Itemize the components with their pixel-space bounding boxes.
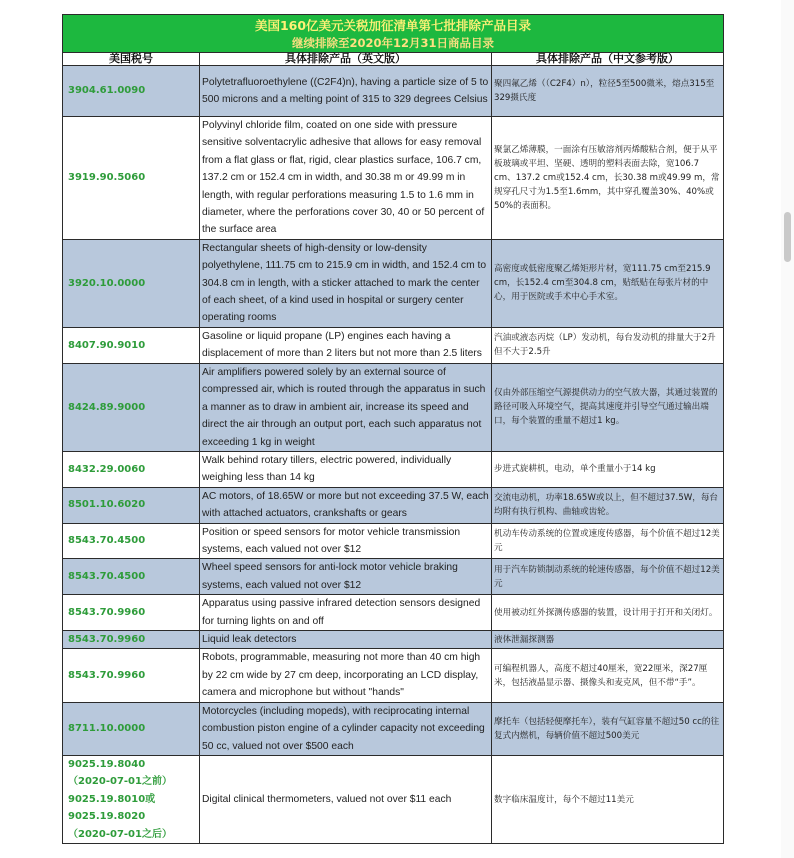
english-description-cell: Digital clinical thermometers, valued not over $11 each — [200, 755, 492, 844]
english-description-cell: Walk behind rotary tillers, electric powered, individually weighing less than 14 kg — [200, 451, 492, 487]
title-line-2: 继续排除至2020年12月31日商品目录 — [292, 35, 495, 50]
english-description-cell: Motorcycles (including mopeds), with reciprocating internal combustion piston engine of a cylinder capacity not exceeding 50 cc, valued not over $500 each — [200, 702, 492, 755]
tariff-code-cell: 8424.89.9000 — [63, 363, 200, 451]
table-row — [63, 755, 724, 844]
chinese-description-cell: 高密度或低密度聚乙烯矩形片材，宽111.75 cm至215.9 cm，长152.4 cm至304.8 cm，贴纸贴在每张片材的中心，用于医院或手术中心手术室。 — [492, 239, 724, 327]
english-description-cell: Polyvinyl chloride film, coated on one side with pressure sensitive solventacrylic adhesive that allows for easy removal from a flat glass or flat, rigid, clear plastics surface, 106.7 cm, 137.2 cm or 152.4 cm in width, and 30.38 m or 49.99 m in length, with regular perforations measuring 1.5 to 1.6 mm in diameter, where the perforations cover 30, 40 or 50 percent of the surface area — [200, 117, 492, 240]
chinese-description-cell: 仅由外部压缩空气源提供动力的空气放大器，其通过装置的路径可吸入环境空气，提高其速度并引导空气通过输出端口，每个装置的重量不超过1 kg。 — [492, 363, 724, 451]
tariff-code-cell: 8543.70.9960 — [63, 630, 200, 649]
table-row — [63, 451, 724, 487]
tariff-code-cell: 8543.70.4500 — [63, 559, 200, 595]
table-body — [63, 66, 724, 844]
chinese-description-cell: 聚四氟乙烯（（C2F4）n），粒径5至500微米，熔点315至329摄氏度 — [492, 66, 724, 117]
scrollbar-thumb[interactable] — [784, 212, 791, 262]
chinese-description-cell: 数字临床温度计，每个不超过11美元 — [492, 755, 724, 844]
header-row — [63, 53, 724, 66]
chinese-description-cell: 机动车传动系统的位置或速度传感器，每个价值不超过12美元 — [492, 523, 724, 559]
english-description-cell: Wheel speed sensors for anti-lock motor vehicle braking systems, each valued not over $12 — [200, 559, 492, 595]
table-row — [63, 487, 724, 523]
tariff-code-cell: 8501.10.6020 — [63, 487, 200, 523]
chinese-description-cell: 摩托车（包括轻便摩托车），装有气缸容量不超过50 cc的往复式内燃机，每辆价值不超过500美元 — [492, 702, 724, 755]
title-row — [63, 15, 724, 53]
english-description-cell: Polytetrafluoroethylene ((C2F4)n), having a particle size of 5 to 500 microns and a melting point of 315 to 329 degrees Celsius — [200, 66, 492, 117]
tariff-code-cell: 8543.70.9960 — [63, 595, 200, 631]
table-row — [63, 649, 724, 702]
tariff-code-cell: 8432.29.0060 — [63, 451, 200, 487]
chinese-description-cell: 可编程机器人，高度不超过40厘米，宽22厘米，深27厘米，包括液晶显示器、摄像头和麦克风，但不带“手”。 — [492, 649, 724, 702]
chinese-description-cell: 用于汽车防锁制动系统的轮速传感器，每个价值不超过12美元 — [492, 559, 724, 595]
vertical-scrollbar[interactable] — [781, 0, 794, 858]
chinese-description-cell: 使用被动红外探测传感器的装置，设计用于打开和关闭灯。 — [492, 595, 724, 631]
tariff-code-cell: 8711.10.0000 — [63, 702, 200, 755]
chinese-description-cell: 汽油或液态丙烷（LP）发动机，每台发动机的排量大于2升但不大于2.5升 — [492, 327, 724, 363]
tariff-code-cell: 8543.70.4500 — [63, 523, 200, 559]
exclusion-table — [62, 14, 724, 844]
table-row — [63, 595, 724, 631]
english-description-cell: AC motors, of 18.65W or more but not exceeding 37.5 W, each with attached actuators, crankshafts or gears — [200, 487, 492, 523]
header-chinese: 具体排除产品（中文参考版） — [492, 53, 724, 66]
tariff-code-cell: 3920.10.0000 — [63, 239, 200, 327]
table-row — [63, 66, 724, 117]
header-code: 美国税号 — [63, 53, 200, 66]
table-row — [63, 559, 724, 595]
english-description-cell: Gasoline or liquid propane (LP) engines each having a displacement of more than 2 liters but not more than 2.5 liters — [200, 327, 492, 363]
tariff-code-cell: 3919.90.5060 — [63, 117, 200, 240]
table-title — [63, 15, 724, 53]
table-row — [63, 630, 724, 649]
header-english: 具体排除产品（英文版） — [200, 53, 492, 66]
english-description-cell: Position or speed sensors for motor vehicle transmission systems, each valued not over $12 — [200, 523, 492, 559]
chinese-description-cell: 步进式旋耕机，电动，单个重量小于14 kg — [492, 451, 724, 487]
table-row — [63, 363, 724, 451]
english-description-cell: Apparatus using passive infrared detection sensors designed for turning lights on and off — [200, 595, 492, 631]
title-line-1: 美国160亿美元关税加征清单第七批排除产品目录 — [254, 17, 532, 33]
english-description-cell: Rectangular sheets of high-density or low-density polyethylene, 111.75 cm to 215.9 cm in width, and 152.4 cm to 304.8 cm in length, with a sticker attached to mark the center of each sheet, of a kind used in hospital or surgery center operating rooms — [200, 239, 492, 327]
tariff-code-cell: 8543.70.9960 — [63, 649, 200, 702]
table-row — [63, 327, 724, 363]
english-description-cell: Liquid leak detectors — [200, 630, 492, 649]
table-row — [63, 702, 724, 755]
english-description-cell: Air amplifiers powered solely by an external source of compressed air, which is routed through the apparatus in such a manner as to draw in ambient air, increase its speed and direct the air through an output port, each such apparatus not exceeding 1 kg in weight — [200, 363, 492, 451]
tariff-code-cell: 9025.19.8040 （2020-07-01之前） 9025.19.8010或 9025.19.8020 （2020-07-01之后） — [63, 755, 200, 844]
tariff-code-cell: 8407.90.9010 — [63, 327, 200, 363]
table-row — [63, 117, 724, 240]
chinese-description-cell: 聚氯乙烯薄膜，一面涂有压敏溶剂丙烯酸粘合剂，便于从平板玻璃或平坦、坚硬、透明的塑料表面去除，宽106.7 cm、137.2 cm或152.4 cm，长30.38 m或49.99 m，常规穿孔尺寸为1.5至1.6mm，其中穿孔覆盖30%、40%或50%的表面积。 — [492, 117, 724, 240]
table-row — [63, 239, 724, 327]
tariff-code-cell: 3904.61.0090 — [63, 66, 200, 117]
table-row — [63, 523, 724, 559]
english-description-cell: Robots, programmable, measuring not more than 40 cm high by 22 cm wide by 27 cm deep, incorporating an LCD display, camera and microphone but without "hands" — [200, 649, 492, 702]
chinese-description-cell: 液体泄漏探测器 — [492, 630, 724, 649]
chinese-description-cell: 交流电动机，功率18.65W或以上，但不超过37.5W，每台均附有执行机构、曲轴或齿轮。 — [492, 487, 724, 523]
